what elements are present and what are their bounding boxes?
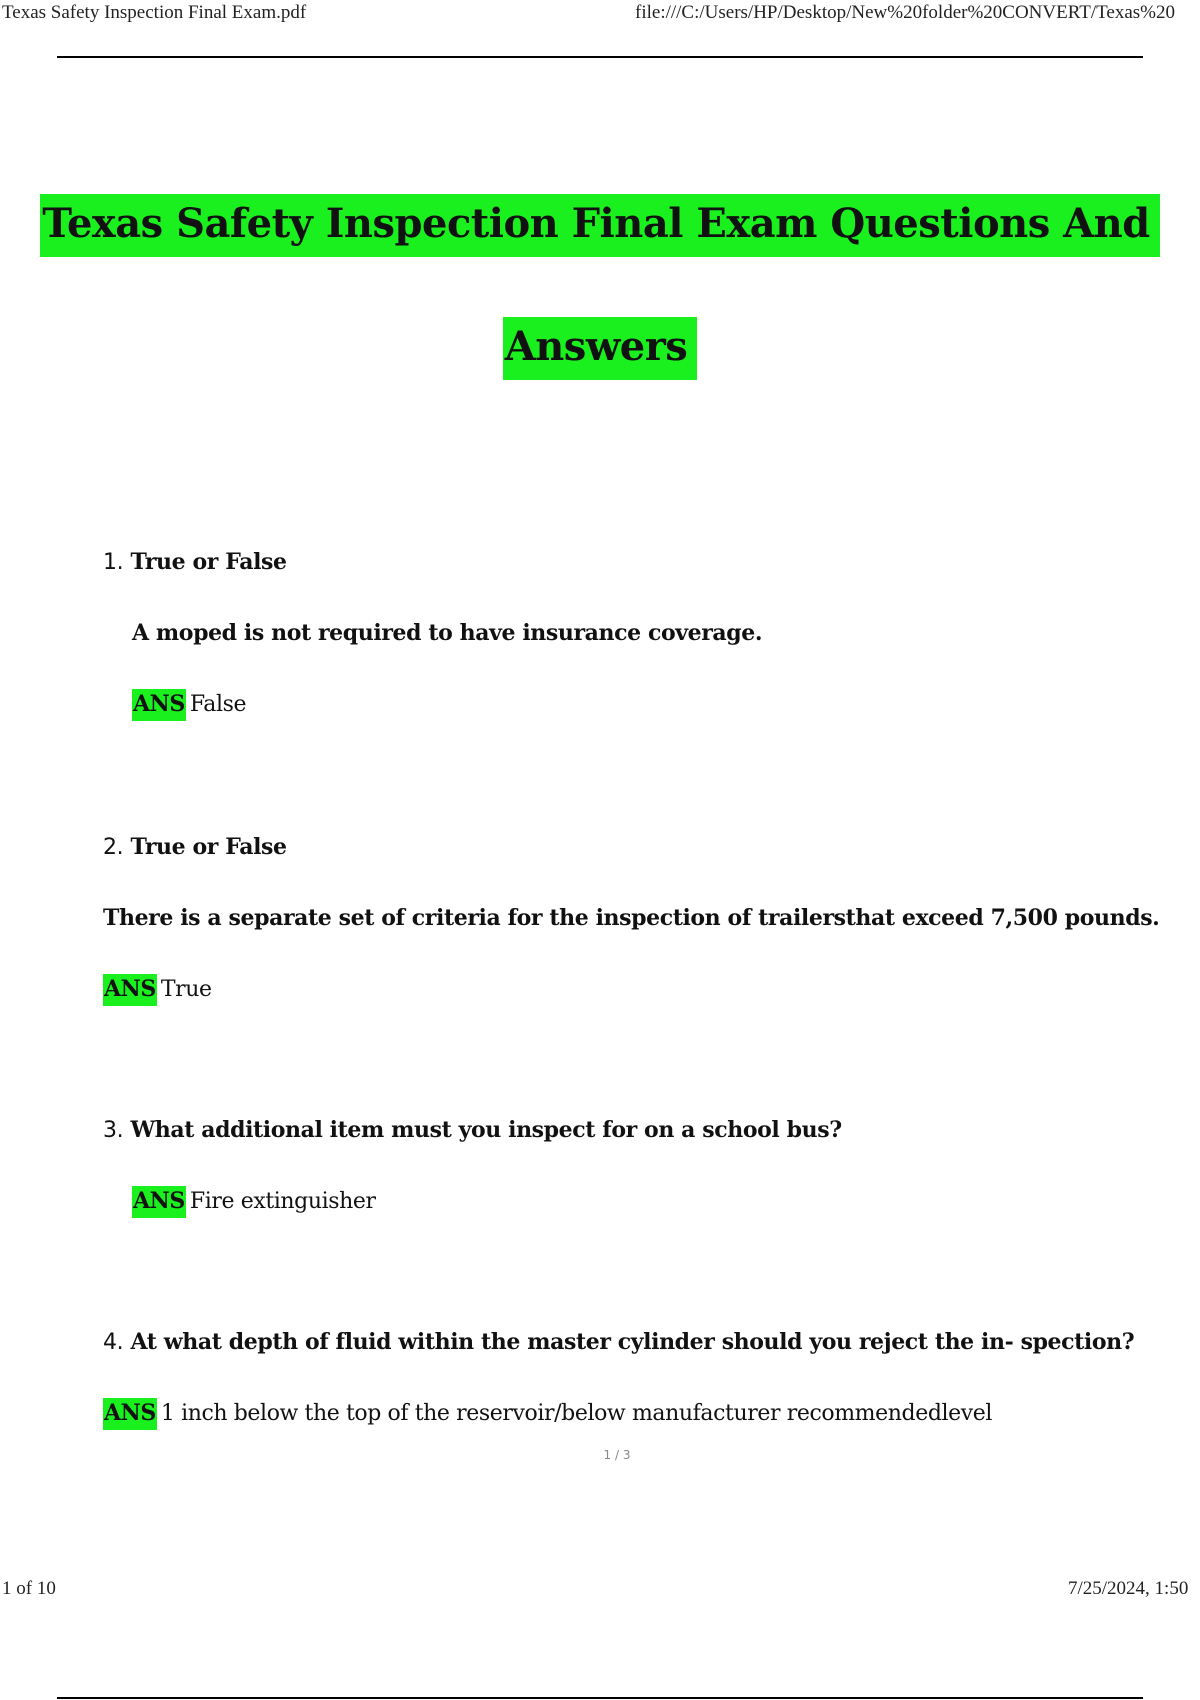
question-1-heading-text: True or False [130, 549, 287, 575]
question-4-heading [103, 1329, 1134, 1355]
question-4-answer-text: 1 inch below the top of the reservoir/below manufacturer recommendedlevel [160, 1401, 993, 1426]
document-title-text-2: Answers [503, 317, 698, 380]
document-title-line-2 [0, 323, 1200, 370]
question-4-number: 4. [103, 1330, 124, 1355]
question-3-number: 3. [103, 1118, 124, 1143]
print-header-url: file:///C:/Users/HP/Desktop/New%20folder%20CONVERT/Texas%20 [635, 2, 1176, 23]
question-2-statement: There is a separate set of criteria for the inspection of trailersthat exceed 7,500 pounds. [103, 905, 1160, 931]
question-2-answer-text: True [160, 977, 212, 1002]
question-1-answer [132, 691, 246, 717]
question-1-ans-label: ANS [132, 689, 186, 721]
question-3-heading-text: What additional item must you inspect for on a school bus? [130, 1117, 842, 1143]
question-3-heading [103, 1117, 842, 1143]
question-2-heading [103, 834, 287, 860]
question-4-ans-label: ANS [103, 1398, 157, 1430]
question-4-answer [103, 1400, 992, 1426]
print-header [0, 0, 1200, 30]
document-title-text-1: Texas Safety Inspection Final Exam Questions And [40, 194, 1159, 257]
question-2-answer [103, 976, 212, 1002]
document-title-line-1 [0, 200, 1200, 247]
print-footer-date: 7/25/2024, 1:50 [1068, 1578, 1189, 1599]
page-counter: 1 / 3 [603, 1448, 631, 1462]
footer-divider [57, 1697, 1143, 1699]
question-2-heading-text: True or False [130, 834, 287, 860]
question-3-answer-text: Fire extinguisher [189, 1189, 376, 1214]
question-1-statement: A moped is not required to have insurance coverage. [132, 620, 763, 646]
question-3-answer [132, 1188, 376, 1214]
question-1-number: 1. [103, 550, 124, 575]
question-2-number: 2. [103, 835, 124, 860]
question-1-heading [103, 549, 287, 575]
question-1-answer-text: False [189, 692, 247, 717]
print-footer-page-of: 1 of 10 [2, 1578, 56, 1599]
question-3-ans-label: ANS [132, 1186, 186, 1218]
question-4-heading-text: At what depth of fluid within the master cylinder should you reject the in- spection? [130, 1329, 1135, 1355]
header-divider [57, 56, 1143, 58]
print-header-doc-name: Texas Safety Inspection Final Exam.pdf [2, 2, 307, 23]
question-2-ans-label: ANS [103, 974, 157, 1006]
